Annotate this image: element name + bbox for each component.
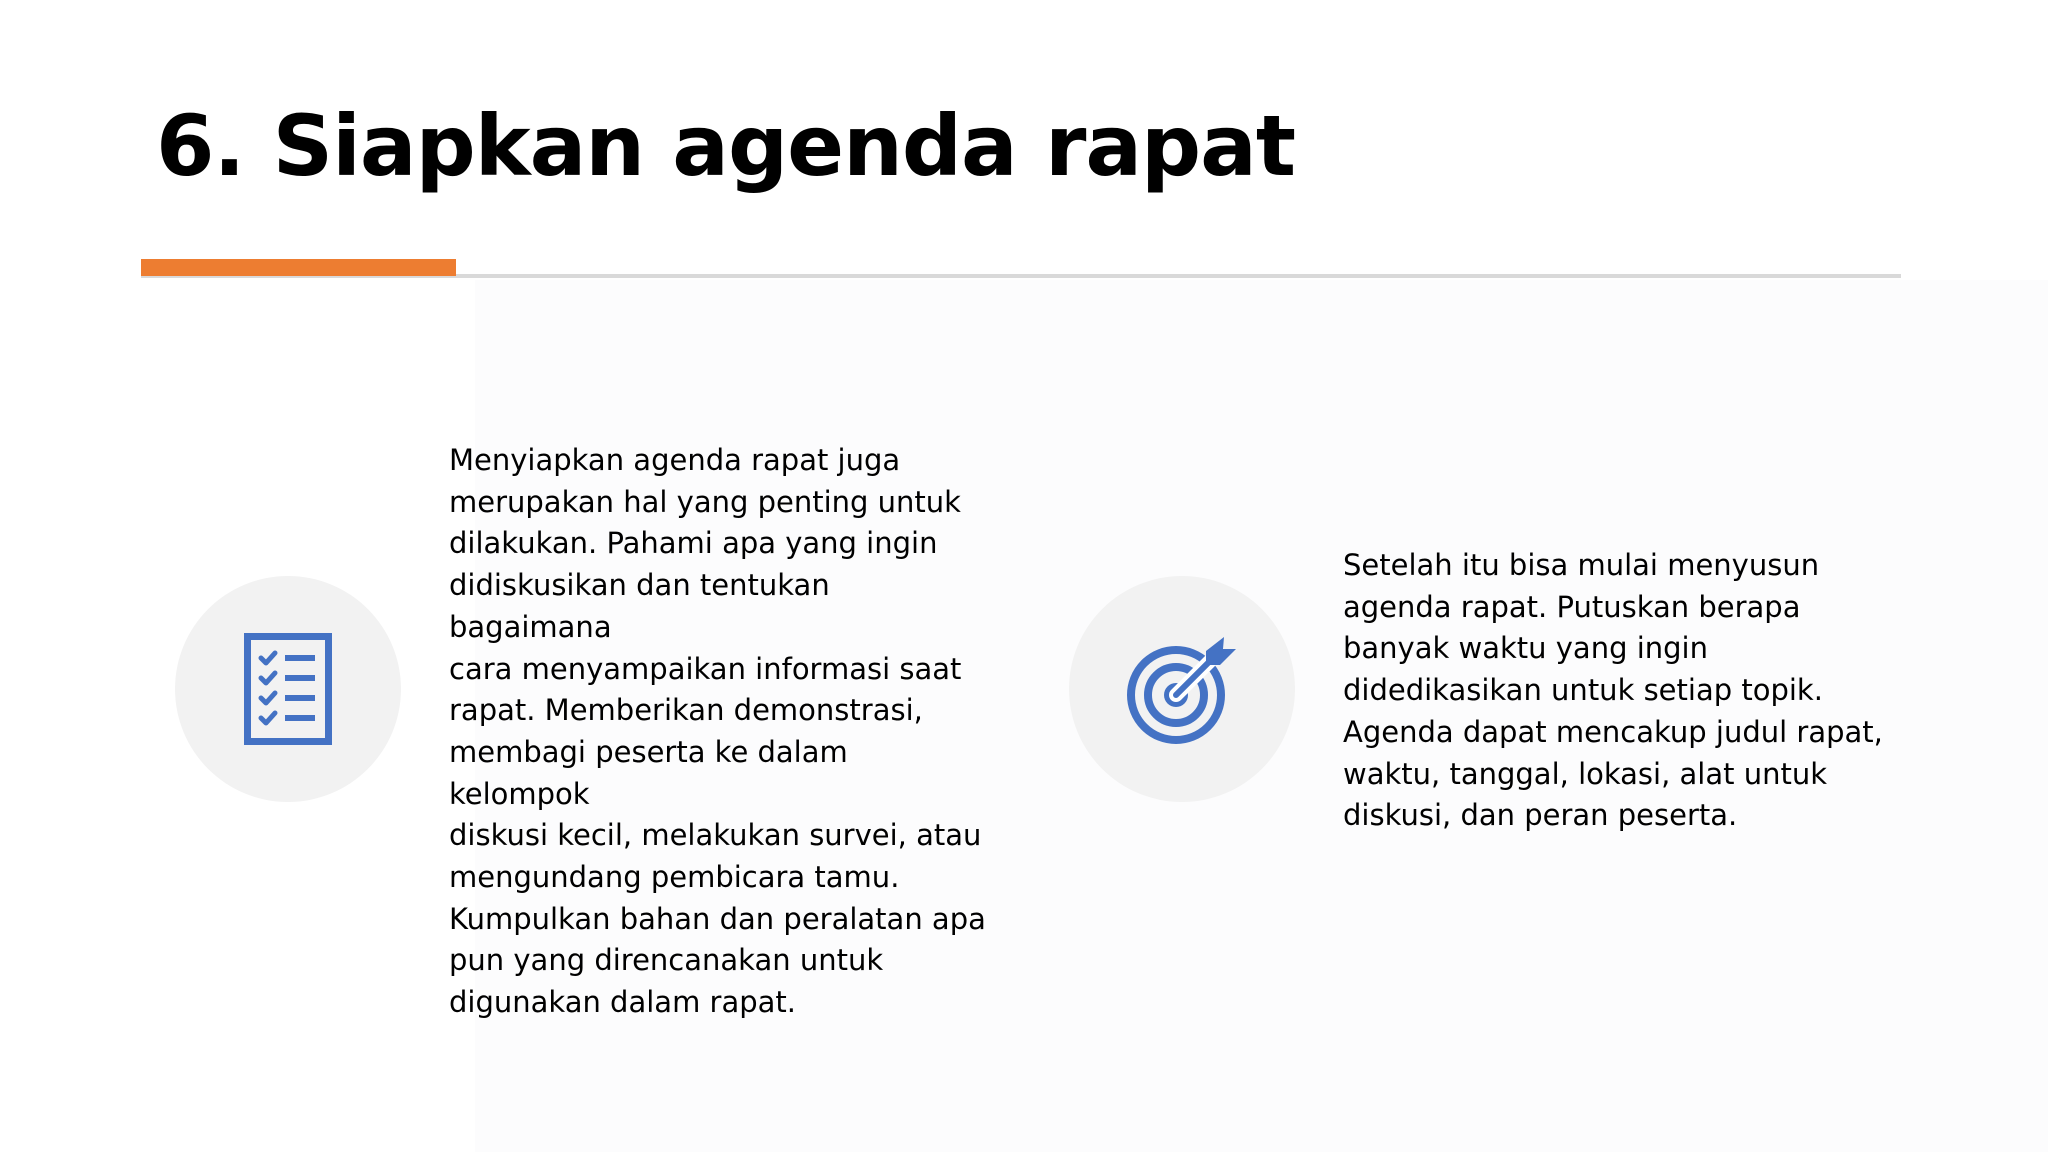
text-line: Setelah itu bisa mulai menyusun xyxy=(1343,548,1820,582)
checklist-icon-badge xyxy=(175,576,401,802)
text-line: merupakan hal yang penting untuk xyxy=(449,484,961,519)
text-line: Agenda dapat mencakup judul rapat, xyxy=(1343,714,1883,749)
left-body-text xyxy=(449,440,989,1024)
text-line: membagi peserta ke dalam kelompok xyxy=(449,734,848,811)
text-line: Kumpulkan bahan dan peralatan apa xyxy=(449,901,986,936)
checklist-icon xyxy=(244,633,332,745)
title-accent-bar xyxy=(141,259,456,276)
text-line: agenda rapat. Putuskan berapa xyxy=(1343,589,1801,624)
text-line: diskusi, dan peran peserta. xyxy=(1343,798,1738,833)
text-line: pun yang direncanakan untuk xyxy=(449,943,884,978)
text-line: Menyiapkan agenda rapat juga xyxy=(449,443,901,477)
text-line: digunakan dalam rapat. xyxy=(449,985,796,1020)
text-line: banyak waktu yang ingin xyxy=(1343,631,1708,666)
text-line: dilakukan. Pahami apa yang ingin xyxy=(449,526,938,561)
text-line: didedikasikan untuk setiap topik. xyxy=(1343,673,1823,708)
slide-title: 6. Siapkan agenda rapat xyxy=(156,97,1296,195)
text-line: rapat. Memberikan demonstrasi, xyxy=(449,693,923,728)
text-line: diskusi kecil, melakukan survei, atau xyxy=(449,818,982,853)
target-icon-badge xyxy=(1069,576,1295,802)
text-line: mengundang pembicara tamu. xyxy=(449,860,900,895)
right-body-text xyxy=(1343,545,1883,837)
text-line: waktu, tanggal, lokasi, alat untuk xyxy=(1343,756,1828,791)
text-line: cara menyampaikan informasi saat xyxy=(449,651,962,686)
target-icon xyxy=(1126,633,1238,745)
text-line: didiskusikan dan tentukan bagaimana xyxy=(449,568,830,644)
